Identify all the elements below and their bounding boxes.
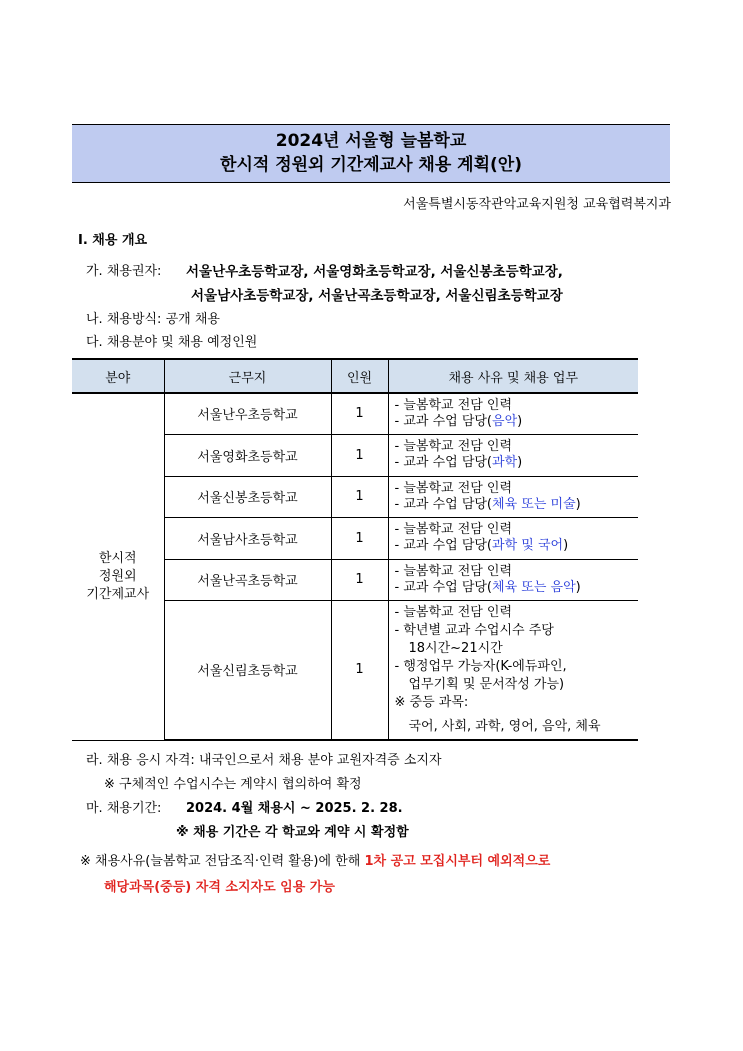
duty-line: - 늘봄학교 전담 인력 bbox=[394, 397, 513, 413]
document-title-box bbox=[72, 124, 670, 183]
count-cell: 1 bbox=[331, 393, 388, 434]
duty-line: - 늘봄학교 전담 인력 bbox=[394, 522, 513, 537]
duty-cell bbox=[388, 393, 638, 434]
duty-line: 국어, 사회, 과학, 영어, 음악, 체육 bbox=[408, 718, 601, 734]
recruit-method: 나. 채용방식: 공개 채용 bbox=[86, 312, 220, 327]
special-note bbox=[80, 850, 550, 869]
duty-line: - 늘봄학교 전담 인력 bbox=[394, 480, 513, 496]
school-cell: 서울영화초등학교 bbox=[164, 434, 331, 476]
header-field: 분야 bbox=[72, 359, 164, 393]
special-note-highlight: 1차 공고 모집시부터 예외적으로 bbox=[364, 854, 551, 869]
duty-line: - 교과 수업 담당( bbox=[394, 413, 493, 429]
duty-line: - 늘봄학교 전담 인력 bbox=[394, 439, 513, 454]
duty-line: - 교과 수업 담당( bbox=[394, 496, 493, 512]
subject-text: 체육 또는 미술 bbox=[492, 496, 576, 512]
duty-line: 18시간~21시간 bbox=[408, 640, 503, 656]
subject-text: 과학 및 국어 bbox=[492, 538, 564, 553]
count-cell: 1 bbox=[331, 559, 388, 600]
duty-line: ※ 중등 과목: bbox=[394, 694, 469, 710]
title-line-1: 2024년 서울형 늘봄학교 bbox=[275, 131, 467, 151]
employer-label: 가. 채용권자: bbox=[86, 264, 162, 279]
field-line: 정원외 bbox=[98, 568, 137, 584]
special-note-highlight-2: 해당과목(중등) 자격 소지자도 임용 가능 bbox=[104, 880, 335, 895]
subject-text: 과학 bbox=[492, 455, 518, 470]
school-cell: 서울신림초등학교 bbox=[164, 600, 331, 740]
employer-line-1: 서울난우초등학교장, 서울영화초등학교장, 서울신봉초등학교장, bbox=[186, 264, 563, 280]
duty-close: ) bbox=[517, 413, 523, 429]
section-heading: Ⅰ. 채용 개요 bbox=[78, 233, 148, 248]
duty-close: ) bbox=[517, 455, 523, 470]
field-line: 기간제교사 bbox=[86, 586, 150, 602]
subject-text: 음악 bbox=[492, 413, 518, 429]
school-cell: 서울난곡초등학교 bbox=[164, 559, 331, 600]
duty-cell bbox=[388, 434, 638, 476]
count-cell: 1 bbox=[331, 434, 388, 476]
count-cell: 1 bbox=[331, 600, 388, 740]
subject-text: 체육 또는 음악 bbox=[492, 579, 576, 595]
qualification-note: ※ 구체적인 수업시수는 계약시 협의하여 확정 bbox=[104, 777, 362, 792]
duty-cell bbox=[388, 559, 638, 600]
header-count: 인원 bbox=[331, 359, 388, 393]
special-note-prefix: ※ 채용사유(늘봄학교 전담조직·인력 활용)에 한해 bbox=[80, 854, 361, 869]
table-row bbox=[72, 393, 638, 434]
field-cell bbox=[72, 393, 164, 740]
period-value: 2024. 4월 채용시 ~ 2025. 2. 28. bbox=[186, 801, 403, 816]
period-note: ※ 채용 기간은 각 학교와 계약 시 확정함 bbox=[176, 825, 409, 840]
duty-line: - 행정업무 가능자(K-에듀파인, bbox=[394, 658, 567, 674]
school-cell: 서울난우초등학교 bbox=[164, 393, 331, 434]
field-line: 한시적 bbox=[98, 550, 137, 566]
employer-line-2: 서울남사초등학교장, 서울난곡초등학교장, 서울신림초등학교장 bbox=[191, 288, 563, 304]
duty-cell bbox=[388, 476, 638, 517]
duty-cell bbox=[388, 517, 638, 559]
duty-close: ) bbox=[575, 579, 581, 595]
duty-close: ) bbox=[563, 538, 569, 553]
duty-line: - 늘봄학교 전담 인력 bbox=[394, 604, 513, 620]
header-duty: 채용 사유 및 채용 업무 bbox=[388, 359, 638, 393]
recruitment-table bbox=[72, 358, 638, 741]
duty-line: - 교과 수업 담당( bbox=[394, 455, 493, 470]
title-line-2: 한시적 정원외 기간제교사 채용 계획(안) bbox=[220, 155, 522, 175]
duty-cell bbox=[388, 600, 638, 740]
duty-line: - 늘봄학교 전담 인력 bbox=[394, 563, 513, 579]
school-cell: 서울남사초등학교 bbox=[164, 517, 331, 559]
duty-line: 업무기획 및 문서작성 가능) bbox=[408, 676, 565, 692]
duty-line: - 학년별 교과 수업시수 주당 bbox=[394, 622, 554, 638]
recruit-field-heading: 다. 채용분야 및 채용 예정인원 bbox=[86, 335, 258, 350]
duty-line: - 교과 수업 담당( bbox=[394, 579, 493, 595]
count-cell: 1 bbox=[331, 517, 388, 559]
organization-name: 서울특별시동작관악교육지원청 교육협력복지과 bbox=[403, 197, 671, 212]
count-cell: 1 bbox=[331, 476, 388, 517]
header-workplace: 근무지 bbox=[164, 359, 331, 393]
period-label: 마. 채용기간: bbox=[86, 801, 162, 816]
duty-close: ) bbox=[575, 496, 581, 512]
qualification: 라. 채용 응시 자격: 내국인으로서 채용 분야 교원자격증 소지자 bbox=[86, 753, 442, 768]
school-cell: 서울신봉초등학교 bbox=[164, 476, 331, 517]
duty-line: - 교과 수업 담당( bbox=[394, 538, 493, 553]
